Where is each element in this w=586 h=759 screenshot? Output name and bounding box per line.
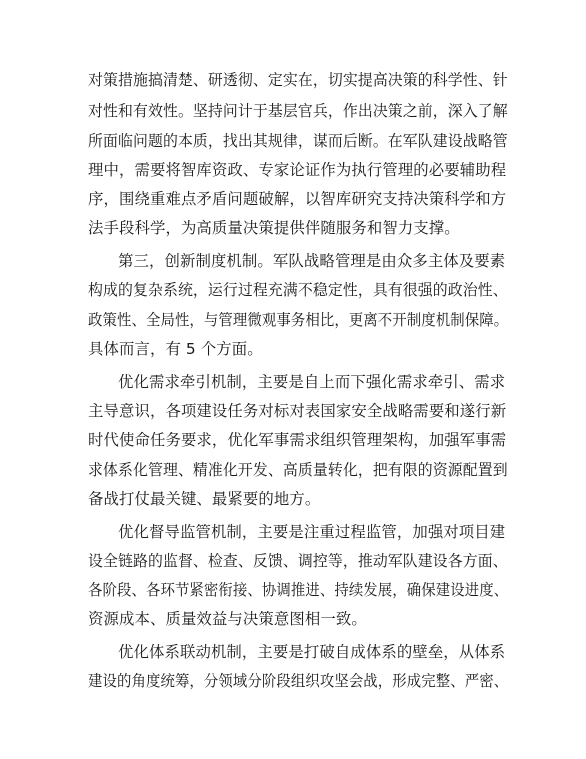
text-line: 构成的复杂系统，运行过程充满不稳定性，具有很强的政治性、 (88, 281, 508, 299)
text-line: 对性和有效性。坚持问计于基层官兵，作出决策之前，深入了解 (88, 102, 508, 120)
text-line: 时代使命任务要求，优化军事需求组织管理架构，加强军事需 (88, 431, 507, 449)
text-line: 建设的角度统筹，分领域分阶段组织攻坚会战，形成完整、严密、 (88, 672, 509, 690)
text-line: 优化督导监管机制，主要是注重过程监管，加强对项目建 (118, 523, 506, 541)
text-line: 设全链路的监督、检查、反馈、调控等，推动军队建设各方面、 (88, 552, 508, 570)
text-line: 各阶段、各环节紧密衔接、协调推进、持续发展，确保建设进度、 (88, 581, 509, 599)
text-line: 求体系化管理、精准化开发、高质量转化，把有限的资源配置到 (88, 461, 508, 479)
text-line: 对策措施搞清楚、研透彻、定实在，切实提高决策的科学性、针 (88, 71, 508, 89)
text-line: 理中，需要将智库资政、专家论证作为执行管理的必要辅助程 (88, 161, 507, 179)
text-line: 第三，创新制度机制。军队战略管理是由众多主体及要素 (118, 252, 506, 270)
text-line: 主导意识，各项建设任务对标对表国家安全战略需要和遂行新 (88, 402, 507, 420)
text-line: 所面临问题的本质，找出其规律，谋而后断。在军队建设战略管 (88, 132, 508, 150)
text-line: 备战打仗最关键、最紧要的地方。 (88, 490, 321, 508)
text-line: 法手段科学，为高质量决策提供伴随服务和智力支撑。 (88, 219, 460, 237)
text-line: 优化需求牵引机制，主要是自上而下强化需求牵引、需求 (118, 373, 506, 391)
text-line: 具体而言，有 5 个方面。 (88, 340, 263, 358)
text-line: 政策性、全局性，与管理微观事务相比，更离不开制度机制保障。 (88, 311, 509, 329)
text-line: 序，围绕重难点矛盾问题破解，以智库研究支持决策科学和方 (88, 190, 507, 208)
text-line: 资源成本、质量效益与决策意图相一致。 (88, 610, 367, 628)
text-line: 优化体系联动机制，主要是打破自成体系的壁垒，从体系 (118, 643, 506, 661)
